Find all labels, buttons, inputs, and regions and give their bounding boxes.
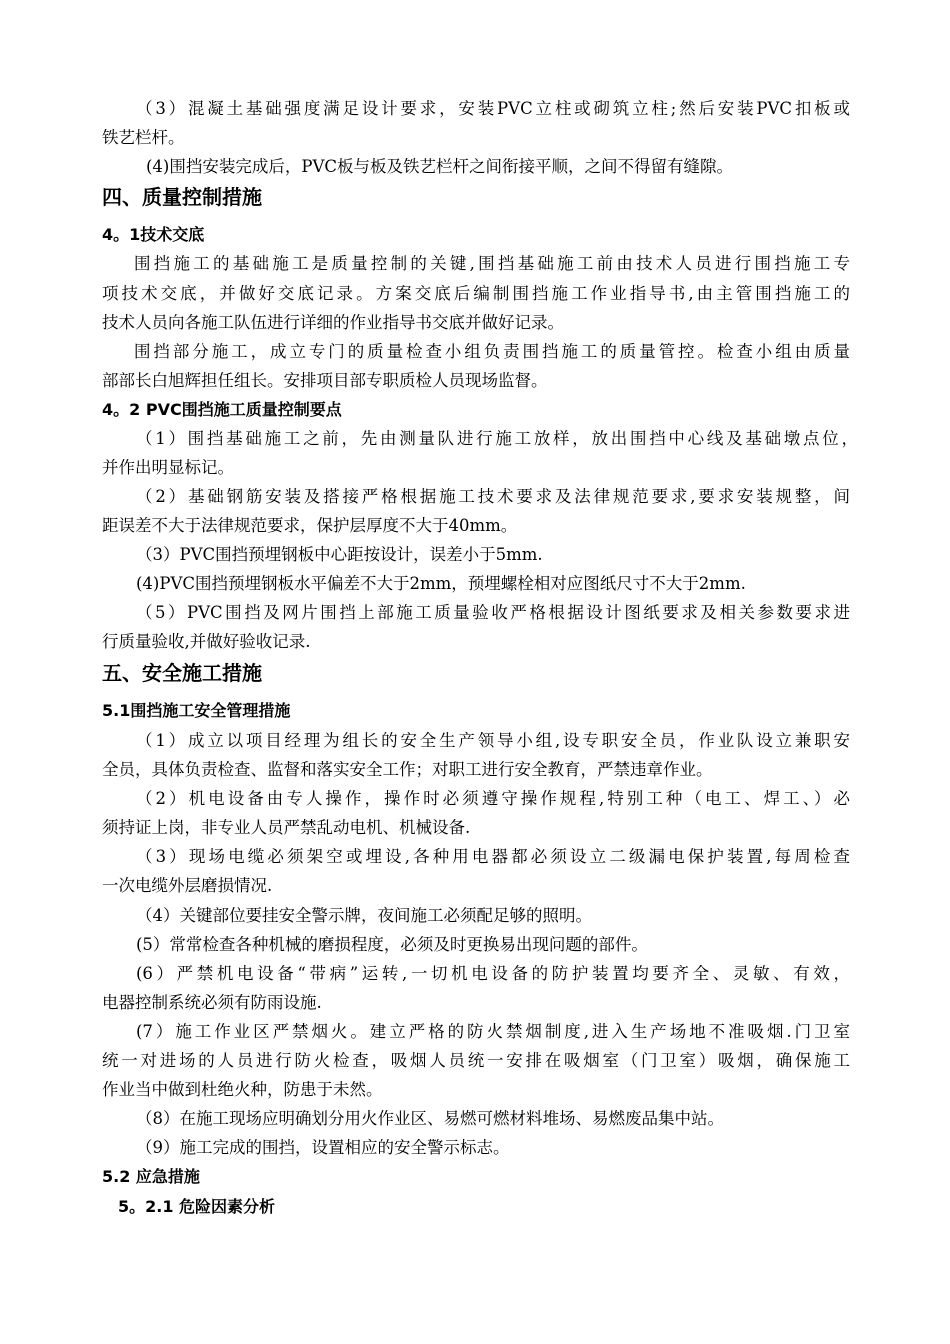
paragraph-line: 距误差不大于法律规范要求，保护层厚度不大于40mm。	[102, 516, 518, 535]
paragraph-line: （2）基础钢筋安装及搭接严格根据施工技术要求及法律规范要求,要求安装规整，间	[136, 487, 850, 506]
paragraph-line: (6）严禁机电设备“带病”运转,一切机电设备的防护装置均要齐全、灵敏、有效，	[136, 964, 850, 983]
paragraph-line: (5）常常检查各种机械的磨损程度，必须及时更换易出现问题的部件。	[136, 935, 648, 954]
paragraph-line: 并作出明显标记。	[102, 458, 234, 477]
paragraph-line: 作业当中做到杜绝火种，防患于未然。	[102, 1080, 383, 1099]
paragraph-line: (7）施工作业区严禁烟火。建立严格的防火禁烟制度,进入生产场地不准吸烟.门卫室	[136, 1022, 850, 1041]
paragraph-line: （3）现场电缆必须架空或埋设,各种用电器都必须设立二级漏电保护装置,每周检查	[136, 847, 850, 866]
paragraph-line: 项技术交底，并做好交底记录。方案交底后编制围挡施工作业指导书,由主管围挡施工的	[102, 284, 850, 303]
paragraph-line: （8）在施工现场应明确划分用火作业区、易燃可燃材料堆场、易燃废品集中站。	[136, 1109, 724, 1128]
paragraph-line: 部部长白旭辉担任组长。安排项目部专职质检人员现场监督。	[102, 371, 548, 390]
subsection-heading: 4。1技术交底	[102, 225, 205, 244]
paragraph-line: (4)围挡安装完成后，PVC板与板及铁艺栏杆之间衔接平顺，之间不得留有缝隙。	[146, 157, 734, 176]
paragraph-line: （1）围挡基础施工之前，先由测量队进行施工放样，放出围挡中心线及基础墩点位，	[136, 429, 858, 448]
subsection-heading: 4。2 PVC围挡施工质量控制要点	[102, 400, 342, 419]
paragraph-line: 铁艺栏杆。	[102, 128, 185, 147]
subsection-heading: 5.1围挡施工安全管理措施	[102, 701, 291, 720]
paragraph-line: 全员，具体负责检查、监督和落实安全工作；对职工进行安全教育，严禁违章作业。	[102, 760, 713, 779]
section-heading: 五、安全施工措施	[102, 661, 262, 685]
paragraph-line: 须持证上岗，非专业人员严禁乱动电机、机械设备.	[102, 818, 471, 837]
paragraph-line: （5）PVC围挡及网片围挡上部施工质量验收严格根据设计图纸要求及相关参数要求进	[136, 603, 850, 622]
paragraph-line: 技术人员向各施工队伍进行详细的作业指导书交底并做好记录。	[102, 313, 564, 332]
paragraph-line: （2）机电设备由专人操作，操作时必须遵守操作规程,特别工种（电工、焊工、）必	[136, 789, 850, 808]
paragraph-line: 一次电缆外层磨损情况.	[102, 876, 273, 895]
paragraph-line: 统一对进场的人员进行防火检查，吸烟人员统一安排在吸烟室（门卫室）吸烟，确保施工	[102, 1051, 850, 1070]
paragraph-line: （3）混凝土基础强度满足设计要求，安装PVC立柱或砌筑立柱;然后安装PVC扣板或	[136, 99, 850, 118]
subsection-heading: 5。2.1 危险因素分析	[118, 1197, 276, 1216]
paragraph-line: 围挡施工的基础施工是质量控制的关键,围挡基础施工前由技术人员进行围挡施工专	[134, 254, 850, 273]
paragraph-line: （9）施工完成的围挡，设置相应的安全警示标志。	[136, 1138, 510, 1157]
subsection-heading: 5.2 应急措施	[102, 1167, 200, 1186]
paragraph-line: （1）成立以项目经理为组长的安全生产领导小组,设专职安全员，作业队设立兼职安	[136, 731, 850, 750]
paragraph-line: 围挡部分施工，成立专门的质量检查小组负责围挡施工的质量管控。检查小组由质量	[134, 342, 850, 361]
section-heading: 四、质量控制措施	[102, 185, 262, 209]
paragraph-line: 行质量验收,并做好验收记录.	[102, 632, 311, 651]
paragraph-line: （4）关键部位要挂安全警示牌，夜间施工必须配足够的照明。	[136, 906, 592, 925]
paragraph-line: （3）PVC围挡预埋钢板中心距按设计，误差小于5mm.	[136, 545, 543, 564]
paragraph-line: (4)PVC围挡预埋钢板水平偏差不大于2mm，预埋螺栓相对应图纸尺寸不大于2mm.	[136, 574, 746, 593]
paragraph-line: 电器控制系统必须有防雨设施.	[102, 993, 322, 1012]
